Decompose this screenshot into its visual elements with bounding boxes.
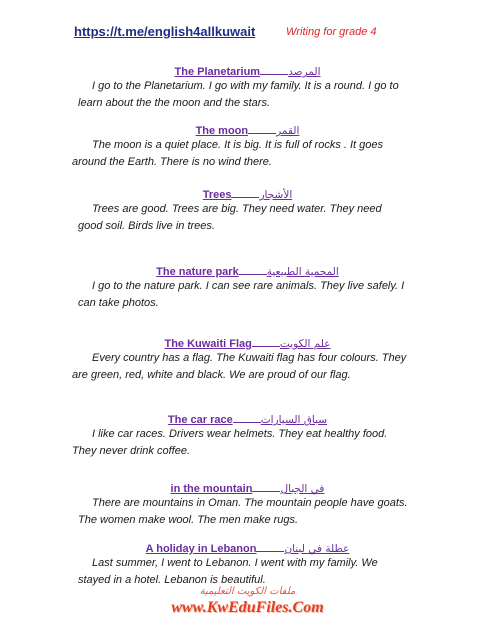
section-paragraph: I like car races. Drivers wear helmets. They eat healthy food. They never drink coffee. [72, 428, 388, 457]
section-paragraph: There are mountains in Oman. The mountain people have goats. The women make wool. The men make rugs. [78, 497, 408, 526]
section-moon [0, 121, 495, 171]
section-title: Trees الأشجار [202, 189, 293, 201]
watermark-arabic: ملفات الكويت التعليمية [199, 586, 296, 597]
section-paragraph: I go to the nature park. I can see rare animals. They live safely. I can take photos. [78, 280, 405, 309]
section-planetarium [0, 62, 495, 112]
section-trees [0, 185, 495, 235]
page-header [74, 24, 394, 42]
watermark-logo [0, 586, 495, 617]
section-paragraph: Last summer, I went to Lebanon. I went with my family. We stayed in a hotel. Lebanon is beautiful. [78, 557, 378, 586]
section-title: The nature park المحمية الطبيعية [156, 266, 339, 278]
section-nature-park [0, 262, 495, 312]
section-title: The moon القمر [195, 125, 300, 137]
section-paragraph: Every country has a flag. The Kuwaiti flag has four colours. They are green, red, white and black. We are proud of our flag. [72, 352, 407, 381]
section-title: The car race سباق السيارات [167, 414, 328, 426]
section-lebanon [0, 539, 495, 589]
section-car-race [0, 410, 495, 460]
section-title: A holiday in Lebanon عطلة في لبنان [145, 543, 350, 555]
section-paragraph: Trees are good. Trees are big. They need water. They need good soil. Birds live in trees. [78, 203, 382, 232]
section-kuwaiti-flag [0, 334, 495, 384]
section-paragraph: The moon is a quiet place. It is big. It is full of rocks . It goes around the Earth. There is no wind there. [72, 139, 384, 168]
watermark-url: www.KwEduFiles.Com [171, 599, 324, 616]
grade-label: Writing for grade 4 [286, 26, 377, 38]
section-title: The Planetarium المرصد [174, 66, 321, 78]
section-title: The Kuwaiti Flag علم الكويت [164, 338, 331, 350]
section-paragraph: I go to the Planetarium. I go with my family. It is a round. I go to learn about the the moon and the stars. [78, 80, 399, 109]
section-mountain [0, 479, 495, 529]
telegram-link[interactable]: https://t.me/english4allkuwait [74, 24, 256, 39]
section-title: in the mountain في الجبال [170, 483, 325, 495]
